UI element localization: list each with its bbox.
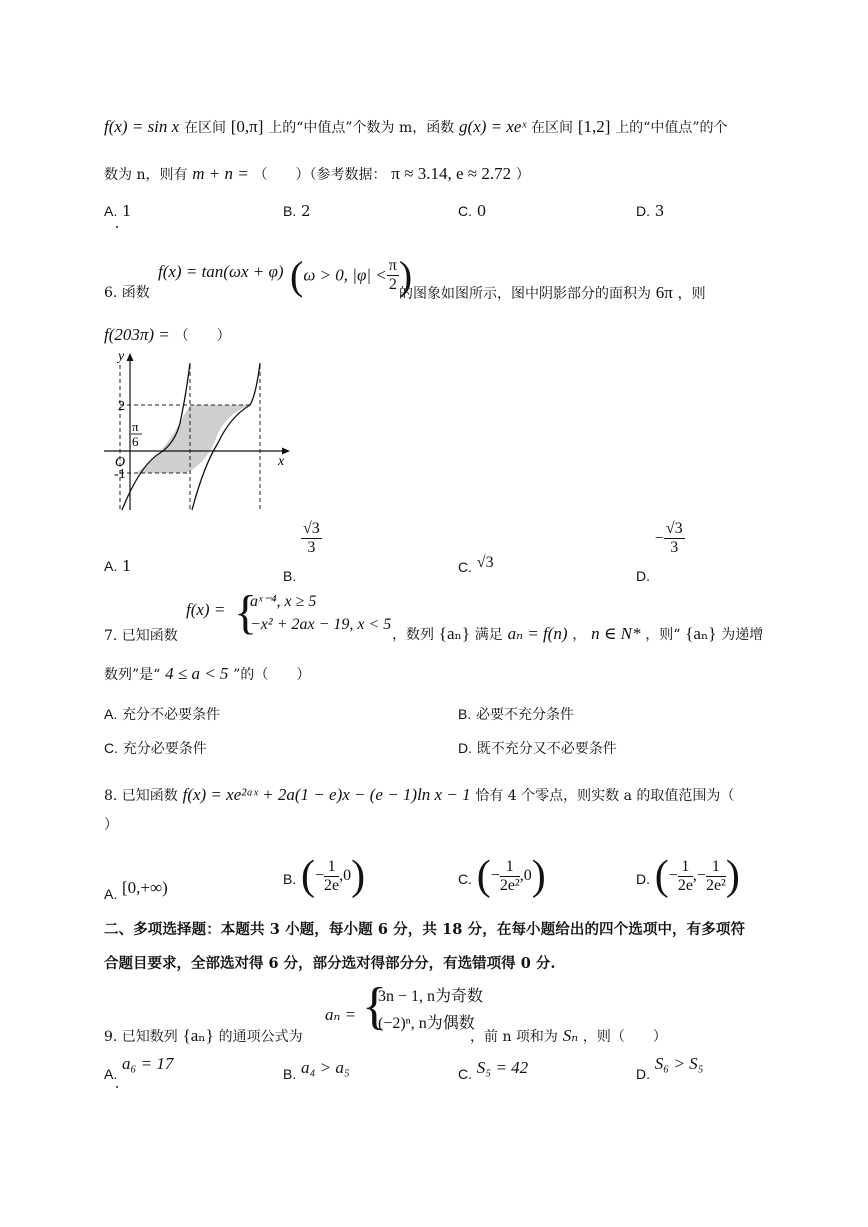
q6-option-a-value: 1 [122, 557, 132, 575]
q7-option-a: A. 充分不必要条件 [104, 706, 221, 723]
q6-tick-m1: -1 [114, 467, 126, 482]
q9-stem-right: ，前 n 项和为 Sₙ ，则（ ） [470, 1026, 667, 1045]
q9-brace: { [362, 978, 387, 1035]
q8-stem-line1: 8. 已知函数 f(x) = xe²ᵃˣ + 2a(1 − e)x − (e − 1)ln x − 1 恰有 4 个零点，则实数 a 的取值范围为（ [104, 785, 735, 804]
q6-option-c-value: √3 [476, 554, 494, 571]
q5-formula-f: f(x) = sin x [104, 117, 180, 136]
q7-option-c-value: 充分必要条件 [122, 741, 207, 757]
q7-prefix: 7. 已知函数 [104, 628, 178, 644]
q6-option-c: C. √3 [458, 554, 494, 575]
q7-option-d: D. 既不充分又不必要条件 [458, 740, 617, 757]
q9-option-c: C. S₅ = 42 [458, 1058, 529, 1082]
q6-y-label: y [118, 349, 125, 364]
q6-ask-formula: f(203π) = [104, 325, 170, 344]
q9-case-2: (−2)ⁿ, n为偶数 [378, 1015, 475, 1032]
q5-text-1: 在区间 [183, 120, 226, 136]
q7-option-d-value: 既不充分又不必要条件 [476, 741, 617, 757]
q6-tick-frac-den: 6 [132, 434, 139, 449]
q6-y-arrow [127, 353, 134, 361]
q9-option-d: D. S₆ > S₅ [636, 1054, 704, 1082]
q5-interval-2: [1,2] [577, 117, 611, 136]
q9-seq: {aₙ} [182, 1026, 214, 1045]
q6-condition-fraction: $\frac{\pi}{2}$ [388, 257, 397, 293]
q9-option-d-value: S₆ > S₅ [654, 1054, 704, 1073]
q6-condition: (ω > 0, |φ| < $\frac{\pi}{2}$ ) [290, 253, 413, 298]
q9-stem-left: 9. 已知数列 {aₙ} 的通项公式为 [104, 1026, 303, 1045]
q5-interval-1: [0,π] [230, 117, 264, 136]
q9-option-c-value: S₅ = 42 [476, 1058, 529, 1077]
q8-option-c: C. (− $\frac{1}{\text{2e²}}$ ,0) [458, 853, 546, 899]
q6-tick-frac-num: π [132, 419, 139, 434]
q8-option-a-value: [0,+∞) [122, 878, 168, 897]
q6-option-d-sign: − [654, 529, 664, 547]
q8-option-d: D. (− $\frac{1}{2e}$ ,− $\frac{1}{\text{2e²}}$ ) [636, 853, 740, 899]
q7-stem-line2: 数列”是“ 4 ≤ a < 5 ”的（ ） [104, 664, 311, 683]
q5-option-d: D. 3 [636, 202, 665, 220]
q9-option-a-value: a₆ = 17 [122, 1054, 174, 1073]
q9-option-a: A. a₆ = 17 [104, 1054, 174, 1082]
q5-text-4: 上的“中值点”的个 [615, 120, 728, 136]
q7-option-c: C. 充分必要条件 [104, 740, 207, 757]
q7-case-2: −x² + 2ax − 19, x < 5 [250, 616, 392, 633]
q6-ask [104, 325, 231, 346]
q6-origin-label: O [115, 455, 126, 470]
q7-seq: {aₙ} [438, 624, 471, 643]
q5-option-a: A. 1 [104, 202, 132, 220]
q5-option-b-value: 2 [301, 202, 311, 220]
q7-option-b-value: 必要不充分条件 [476, 707, 575, 723]
q6-option-d: D. − $\frac{√3}{3}$ [636, 520, 683, 584]
q5-formula-g: g(x) = xeˣ [459, 117, 527, 136]
q9-option-b-value: a₄ > a₅ [301, 1058, 350, 1077]
q6-stem-suffix: 的图象如图所示，图中阴影部分的面积为 6π ，则 [399, 283, 706, 302]
q7-nset: n ∈ N* [591, 624, 641, 643]
q8-option-c-fraction: $\frac{1}{\text{2e²}}$ [499, 857, 520, 894]
q8-option-b: B. (− $\frac{1}{2e}$ ,0) [283, 853, 366, 899]
q6-blank: （ ） [174, 328, 231, 344]
q9-option-b: B. a₄ > a₅ [283, 1058, 350, 1082]
q7-option-b: B. 必要不充分条件 [458, 706, 575, 723]
q6-tick-2: 2 [118, 399, 125, 414]
q6-x-label: x [278, 454, 285, 469]
section2-heading-line1: 二、多项选择题：本题共 3 小题，每小题 6 分，共 18 分，在每小题给出的四个选项中，有多项符 [104, 921, 746, 938]
q7-cases [250, 590, 391, 636]
q8-stem-line2: ） [104, 817, 118, 833]
q5-option-c: C. 0 [458, 202, 487, 220]
q7-relation: aₙ = f(n) [507, 624, 568, 643]
q7-f: f(x) = [186, 600, 226, 619]
q7-case-1: aˣ⁻⁴, x ≥ 5 [250, 593, 317, 610]
q8-option-d-fraction-1: $\frac{1}{2e}$ [677, 857, 693, 894]
q6-shaded-region [136, 405, 250, 473]
q8-option-b-fraction: $\frac{1}{2e}$ [324, 857, 340, 894]
q7-stem-line1-tail: ，数列 {aₙ} 满足 aₙ = f(n) ， n ∈ N* ，则“ {aₙ} 为递增 [392, 624, 764, 643]
q6-option-a: A. 1 [104, 557, 132, 575]
q5-text-3: 在区间 [531, 120, 574, 136]
q5-m-plus-n: m + n = [192, 164, 249, 183]
q6-formula: f(x) = tan(ωx + φ) [158, 262, 284, 281]
q5-stem-line1 [104, 117, 728, 138]
q8-formula: f(x) = xe²ᵃˣ + 2a(1 − e)x − (e − 1)ln x − 1 [182, 785, 471, 804]
scan-dot [116, 226, 118, 228]
q5-ref-values: π ≈ 3.14, e ≈ 2.72 [391, 164, 512, 183]
q5-text-2: 上的“中值点”个数为 m，函数 [268, 120, 455, 136]
q5-stem-line2 [104, 164, 530, 185]
q9-cases [378, 983, 483, 1037]
q5-option-d-value: 3 [654, 202, 665, 220]
q6-condition-left: ω > 0, |φ| < [303, 265, 387, 285]
section2-heading-line2: 合题目要求，全部选对得 6 分，部分选对得部分分，有选错项得 0 分. [104, 955, 556, 972]
q9-case-1: 3n − 1, n为奇数 [378, 988, 484, 1005]
q6-stem-prefix: 6. 函数 [104, 285, 150, 301]
q6-area: 6π [655, 283, 673, 302]
q6-formula-block [158, 262, 284, 282]
q5-line2-text: 数为 n，则有 [104, 167, 188, 183]
q9-sn: Sₙ [562, 1026, 579, 1045]
q5-close: ） [515, 167, 530, 183]
q6-graph [100, 345, 300, 515]
q7-seq-2: {aₙ} [685, 624, 717, 643]
q5-blank: （ ）（参考数据： [253, 167, 387, 183]
q8-option-d-fraction-2: $\frac{1}{\text{2e²}}$ [705, 857, 726, 894]
q6-option-b: B. $\frac{√3}{3}$ [283, 520, 320, 584]
q5-option-b: B. 2 [283, 202, 311, 220]
q9-an: aₙ = [325, 1005, 357, 1024]
scan-dot-2 [116, 1086, 118, 1088]
q7-range: 4 ≤ a < 5 [165, 664, 229, 683]
q7-option-a-value: 充分不必要条件 [122, 707, 221, 723]
q5-option-c-value: 0 [476, 202, 487, 220]
q6-option-d-fraction: $\frac{√3}{3}$ [665, 520, 683, 556]
q5-option-a-value: 1 [122, 202, 132, 220]
q7-brace: { [234, 586, 258, 639]
q6-option-b-fraction: $\frac{√3}{3}$ [303, 520, 320, 556]
q8-option-a: A. [0,+∞) [104, 878, 168, 902]
